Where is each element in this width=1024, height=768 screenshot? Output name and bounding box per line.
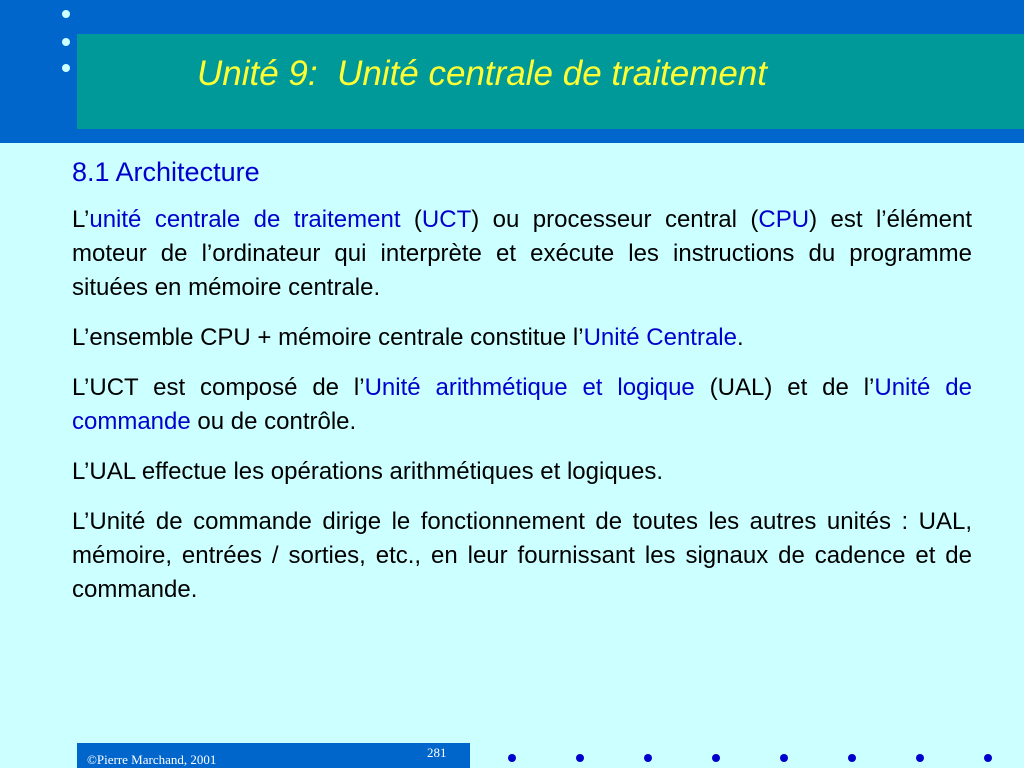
text-run: ou de contrôle.	[190, 408, 357, 435]
bullet-dot	[848, 754, 856, 762]
bullet-dot	[916, 754, 924, 762]
text-run: L’UCT est composé de l’	[72, 374, 365, 401]
slide-content	[72, 155, 972, 623]
footer-dots	[470, 752, 1024, 764]
term-unite-centrale: Unité Centrale	[583, 324, 737, 351]
slide-title: Unité 9: Unité centrale de traitement	[197, 54, 768, 93]
page-number: 281	[427, 745, 447, 760]
term-cpu: CPU	[758, 206, 810, 233]
title-box	[77, 34, 1024, 129]
term-ual: Unité arithmétique et logique	[364, 374, 695, 401]
text-run: L’ensemble CPU + mémoire centrale constitue l’	[72, 324, 584, 351]
term-uct: UCT	[421, 206, 472, 233]
text-run: (UAL) et de l’	[694, 374, 875, 401]
bullet-dot	[62, 38, 70, 46]
paragraph-ual: L’UAL effectue les opérations arithmétiques et logiques.	[72, 458, 664, 485]
section-heading: 8.1 Architecture	[72, 157, 260, 187]
footer-bar	[77, 743, 470, 768]
paragraph-commande: L’Unité de commande dirige le fonctionnement de toutes les autres unités : UAL, mémoire, entrées / sorties, etc., en leur fournissant les signaux de cadence et de commande.	[72, 508, 972, 603]
paragraph-composition	[72, 371, 972, 439]
bullet-dot	[780, 754, 788, 762]
text-run: .	[737, 324, 744, 351]
header-dots	[62, 10, 74, 80]
bullet-dot	[644, 754, 652, 762]
bullet-dot	[984, 754, 992, 762]
text-run: L’	[72, 206, 90, 233]
term-uct-full: unité centrale de traitement	[89, 206, 401, 233]
bullet-dot	[62, 64, 70, 72]
bullet-dot	[62, 10, 70, 18]
text-run: ) ou processeur central (	[471, 206, 759, 233]
paragraph-unite-centrale	[72, 321, 972, 355]
bullet-dot	[712, 754, 720, 762]
footer-copyright: ©Pierre Marchand, 2001	[87, 752, 217, 767]
text-run: (	[400, 206, 422, 233]
bullet-dot	[508, 754, 516, 762]
text-run: ) est l’élément moteur de l’ordinateur qui interprète et exécute les instructions du programme situées en mémoire centrale.	[72, 206, 973, 301]
bullet-dot	[576, 754, 584, 762]
term-unite-commande: Unité de commande	[72, 374, 972, 435]
paragraph-uct	[72, 203, 972, 305]
